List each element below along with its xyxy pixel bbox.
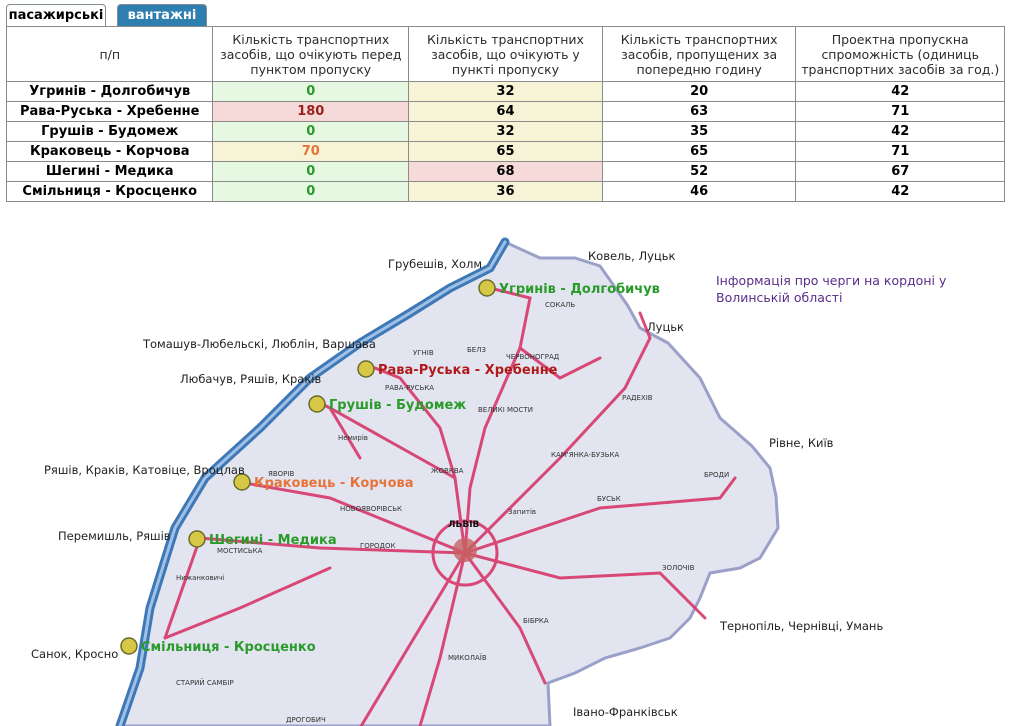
cell-before: 180 bbox=[213, 102, 409, 122]
cell-passed: 63 bbox=[602, 102, 796, 122]
town-label: ЛЬВІВ bbox=[448, 520, 480, 530]
crossing-marker-icon bbox=[479, 280, 495, 296]
cell-capacity: 67 bbox=[796, 162, 1005, 182]
direction-label: Любачув, Ряшів, Краків bbox=[180, 372, 322, 386]
crossing-marker-icon bbox=[189, 531, 205, 547]
table-row bbox=[7, 122, 1005, 142]
town-label: МОСТИСЬКА bbox=[217, 547, 263, 555]
info-link[interactable]: Інформація про черги на кордоні у bbox=[716, 273, 947, 288]
town-label: ЖОВКВА bbox=[431, 467, 464, 475]
crossing-name: Рава-Руська - Хребенне bbox=[7, 102, 213, 122]
town-label: БРОДИ bbox=[704, 471, 730, 479]
town-label: НОВОЯВОРІВСЬК bbox=[340, 505, 403, 513]
direction-label: Івано-Франківськ bbox=[573, 705, 678, 719]
cell-before: 0 bbox=[213, 122, 409, 142]
direction-label: Перемишль, Ряшів bbox=[58, 529, 171, 543]
info-link[interactable]: Волинській області bbox=[716, 290, 843, 305]
table-row bbox=[7, 82, 1005, 102]
town-label: РАВА-РУСЬКА bbox=[385, 384, 435, 392]
town-label: Запитів bbox=[508, 508, 537, 516]
town-label: СОКАЛЬ bbox=[545, 301, 576, 309]
crossing-marker-icon bbox=[121, 638, 137, 654]
crossing-label[interactable]: Шегині - Медика bbox=[209, 533, 337, 548]
cell-inside: 36 bbox=[409, 182, 603, 202]
town-label: Нижанковичі bbox=[176, 574, 225, 582]
cell-inside: 32 bbox=[409, 122, 603, 142]
crossing-label[interactable]: Краковець - Корчова bbox=[254, 476, 414, 491]
crossing-label[interactable]: Угринів - Долгобичув bbox=[499, 282, 660, 297]
crossing-marker-icon bbox=[358, 361, 374, 377]
table-header-row bbox=[7, 27, 1005, 82]
town-label: ГОРОДОК bbox=[360, 542, 396, 550]
town-label: БЕЛЗ bbox=[467, 346, 486, 354]
direction-label: Тернопіль, Чернівці, Умань bbox=[720, 619, 884, 633]
tab-cargo[interactable]: вантажні bbox=[117, 4, 207, 27]
cell-before: 0 bbox=[213, 82, 409, 102]
crossing-name: Угринів - Долгобичув bbox=[7, 82, 213, 102]
cell-passed: 35 bbox=[602, 122, 796, 142]
town-label: МИКОЛАЇВ bbox=[448, 654, 487, 662]
town-label: ВЕЛИКІ МОСТИ bbox=[478, 406, 533, 414]
header-number: п/п bbox=[7, 27, 213, 82]
town-label: КАМ'ЯНКА-БУЗЬКА bbox=[551, 451, 620, 459]
town-label: ЯВОРІВ bbox=[268, 470, 295, 478]
town-label: Немирів bbox=[338, 434, 368, 442]
cell-capacity: 42 bbox=[796, 182, 1005, 202]
cell-before: 0 bbox=[213, 162, 409, 182]
crossing-marker-icon bbox=[309, 396, 325, 412]
cell-inside: 64 bbox=[409, 102, 603, 122]
cell-inside: 32 bbox=[409, 82, 603, 102]
crossing-name: Грушів - Будомеж bbox=[7, 122, 213, 142]
crossing-label[interactable]: Грушів - Будомеж bbox=[329, 398, 467, 413]
table-row bbox=[7, 182, 1005, 202]
cell-capacity: 42 bbox=[796, 122, 1005, 142]
crossing-label[interactable]: Рава-Руська - Хребенне bbox=[378, 363, 558, 378]
cell-capacity: 71 bbox=[796, 102, 1005, 122]
direction-label: Томашув-Любельскі, Люблін, Варшава bbox=[143, 337, 376, 351]
cell-capacity: 42 bbox=[796, 82, 1005, 102]
region-map bbox=[0, 228, 1012, 726]
direction-label: Санок, Кросно bbox=[31, 647, 119, 661]
table-row bbox=[7, 142, 1005, 162]
cell-before: 70 bbox=[213, 142, 409, 162]
tab-passenger[interactable]: пасажирські bbox=[6, 4, 106, 27]
header-inside: Кількість транспортних засобів, що очікують у пункті пропуску bbox=[409, 27, 603, 82]
town-label: ДРОГОБИЧ bbox=[286, 716, 326, 724]
header-passed: Кількість транспортних засобів, пропущених за попередню годину bbox=[602, 27, 796, 82]
direction-label: Грубешів, Холм bbox=[388, 257, 483, 271]
direction-label: Луцьк bbox=[647, 320, 685, 334]
header-capacity: Проектна пропускна спроможність (одиниць транспортних засобів за год.) bbox=[796, 27, 1005, 82]
crossing-label[interactable]: Смільниця - Кросценко bbox=[141, 640, 316, 655]
cell-capacity: 71 bbox=[796, 142, 1005, 162]
table-row bbox=[7, 162, 1005, 182]
cell-inside: 68 bbox=[409, 162, 603, 182]
town-label: РАДЕХІВ bbox=[622, 394, 653, 402]
cell-passed: 52 bbox=[602, 162, 796, 182]
direction-label: Ряшів, Краків, Катовіце, Вроцлав bbox=[44, 463, 245, 477]
crossing-name: Краковець - Корчова bbox=[7, 142, 213, 162]
lviv-marker bbox=[453, 538, 477, 562]
queue-table bbox=[6, 26, 1005, 202]
town-label: ЧЕРВОНОГРАД bbox=[506, 353, 560, 361]
cell-passed: 65 bbox=[602, 142, 796, 162]
cell-passed: 46 bbox=[602, 182, 796, 202]
town-label: БІБРКА bbox=[523, 617, 549, 625]
direction-label: Рівне, Київ bbox=[769, 436, 834, 450]
town-label: ЗОЛОЧІВ bbox=[662, 564, 695, 572]
town-label: БУСЬК bbox=[597, 495, 621, 503]
direction-label: Ковель, Луцьк bbox=[588, 249, 676, 263]
crossing-name: Смільниця - Кросценко bbox=[7, 182, 213, 202]
table-row bbox=[7, 102, 1005, 122]
cell-before: 0 bbox=[213, 182, 409, 202]
crossing-name: Шегині - Медика bbox=[7, 162, 213, 182]
cell-passed: 20 bbox=[602, 82, 796, 102]
header-before: Кількість транспортних засобів, що очікують перед пунктом пропуску bbox=[213, 27, 409, 82]
cell-inside: 65 bbox=[409, 142, 603, 162]
town-label: УГНІВ bbox=[413, 349, 434, 357]
town-label: СТАРИЙ САМБІР bbox=[176, 679, 234, 687]
